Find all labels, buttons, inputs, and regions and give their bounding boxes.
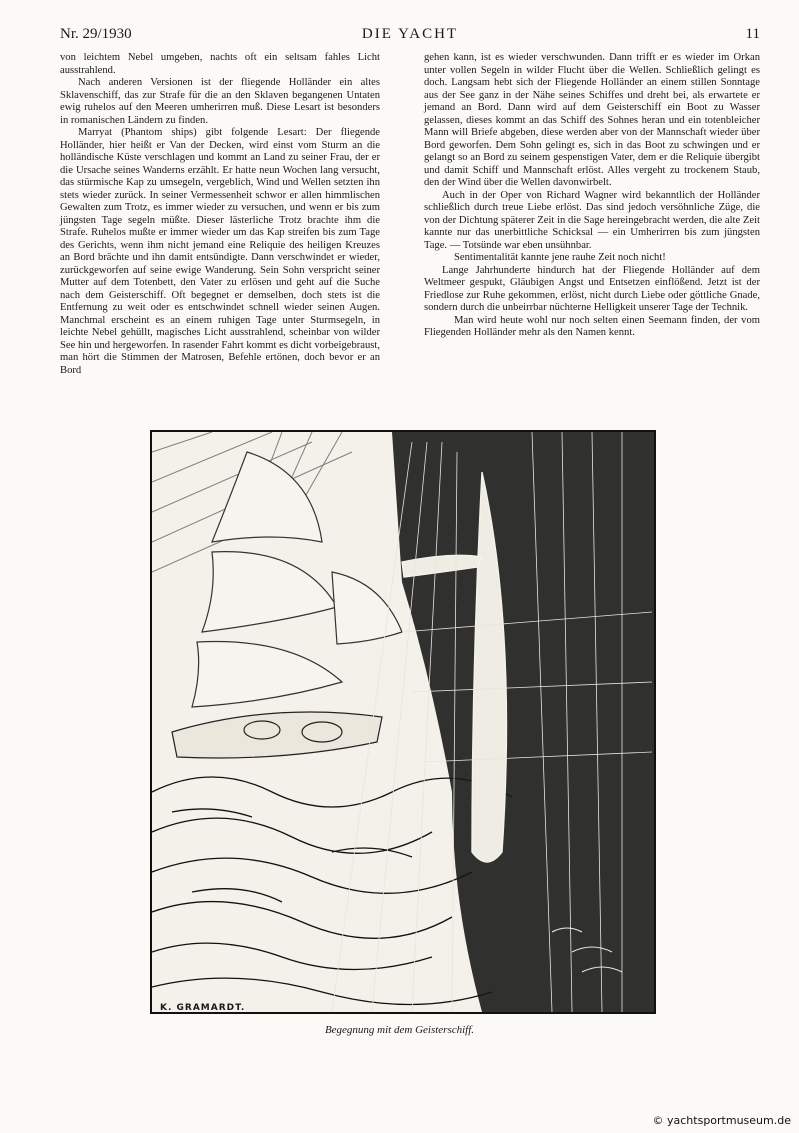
- paragraph: von leichtem Nebel umgeben, nachts oft ein seltsam fahles Licht ausstrahlend.: [60, 52, 380, 76]
- paragraph: Lange Jahrhunderte hindurch hat der Fliegende Holländer auf dem Weltmeer gespukt, Gläubigen Angst und Entsetzen einflößend. Jetzt ist der Friedlose zur Ruhe gekommen, erlöst, nicht durch Liebe oder göttliche Gnade, sondern durch die unbeirrbar nüchterne Helligkeit unserer Tage der Technik.: [424, 264, 760, 313]
- artist-signature: K. GRAMARDT.: [160, 1003, 246, 1013]
- paragraph: Marryat (Phantom ships) gibt folgende Lesart: Der fliegende Holländer, hier heißt er Van der Decken, wird einst vom Sturm an die holländische Küste verschlagen und kommt an Land zu seiner Frau, der er die Ursache seines Wanderns erzählt. Er hatte neun Wochen lang versucht, das stürmische Kap zu umsegeln, vergeblich, Wind und Wellen setzten ihn stets wieder zurück. In seiner Vermessenheit schwor er allen himmlischen Gewalten zum Trotz, es immer wieder zu versuchen, und wenn er bis zum jüngsten Tage segeln müßte. Dieser lästerliche Trotz brachte ihm die Strafe. Ruhelos mußte er immer wieder um das Kap streifen bis zum Tage des Gerichts, wenn ihm nicht jemand eine Reliquie des heiligen Kreuzes an Bord brächte und ihn damit entsündigte. Dann verschwindet er wieder, zurückgeworfen auf seine ewige Wanderung. Sein Sohn verspricht seiner Mutter auf dem Totenbett, den Vater zu erlösen und geht auf die Suche nach dem Geisterschiff. Oft begegnet er demselben, doch stets ist die Entfernung zu weit oder es entschwindet schnell wieder seinen Augen. Manchmal erscheint es an einem ruhigen Tage unter Sturmsegeln, in leichte Nebel gehüllt, magisches Licht ausstrahlend, scheinbar von wilder See hin und hergeworfen. In rasender Fahrt kommt es dicht vorbeigebraust, man hört die Stimmen der Matrosen, Befehle ertönen, doch bevor er an Bord: [60, 127, 380, 376]
- ghost-ship-hull: [172, 712, 382, 758]
- paragraph: Nach anderen Versionen ist der fliegende Holländer ein altes Sklavenschiff, das zur Strafe für die an den Sklaven begangenen Untaten ewig ruhelos auf den Meeren umherirren muß. Diese Lesart ist besonders in romanischen Ländern zu finden.: [60, 77, 380, 126]
- ghost-ship-sails: [192, 452, 402, 707]
- journal-title: DIE YACHT: [361, 26, 459, 42]
- illustration-drawing: [152, 432, 654, 1012]
- left-text-column: [60, 52, 380, 377]
- right-text-column: [424, 52, 760, 340]
- issue-number: Nr. 29/1930: [60, 26, 132, 42]
- foreground-ship-dark: [392, 432, 654, 1012]
- paragraph: Man wird heute wohl nur noch selten einen Seemann finden, der vom Fliegenden Holländer mehr als den Namen kennt.: [424, 314, 760, 338]
- page-header: [60, 26, 760, 48]
- page-number: 11: [745, 26, 760, 42]
- ghost-ship-illustration: [150, 430, 656, 1014]
- paragraph: Sentimentalität kannte jene rauhe Zeit noch nicht!: [454, 252, 666, 263]
- illustration-caption: Begegnung mit dem Geisterschiff.: [324, 1024, 475, 1036]
- paragraph: Auch in der Oper von Richard Wagner wird bekanntlich der Holländer schließlich durch treue Liebe erlöst. Das sind jedoch versöhnliche Züge, die von der Dichtung späterer Zeit in die Sage hereingebracht werden, die alte Zeit kannte nur das unerbittliche Schicksal — ein Umherirren bis zum jüngsten Tage. — Totsünde war eben unsühnbar.: [424, 189, 760, 251]
- paragraph: gehen kann, ist es wieder verschwunden. Dann trifft er es wieder im Orkan unter vollen Segeln in wilder Flucht über die Wellen. Schließlich gelingt es doch. Langsam hebt sich der Fliegende Holländer an einem stillen Sonntage aus der See ganz in der Nähe seines Schiffes und dreht bei, als erwartete er jemand an Bord. Dann wird auf dem Geisterschiff ein Boot zu Wasser gelassen, dieses kommt an das Schiff des Sohnes heran und ein totenbleicher Mann will Briefe abgeben, diese werden aber von der Mannschaft wieder über Bord geworfen. Dem Sohn gelingt es, sich in das Boot zu schwingen und er gelangt so an Bord zu seinem gespenstigen Vater, dem er die Reliquie übergibt und damit Schiff und Mannschaft erlöst. Alles vergeht zu trockenem Staub, den der Wind über die Wellen davonwirbelt.: [424, 52, 760, 188]
- watermark: © yachtsportmuseum.de: [652, 1114, 791, 1127]
